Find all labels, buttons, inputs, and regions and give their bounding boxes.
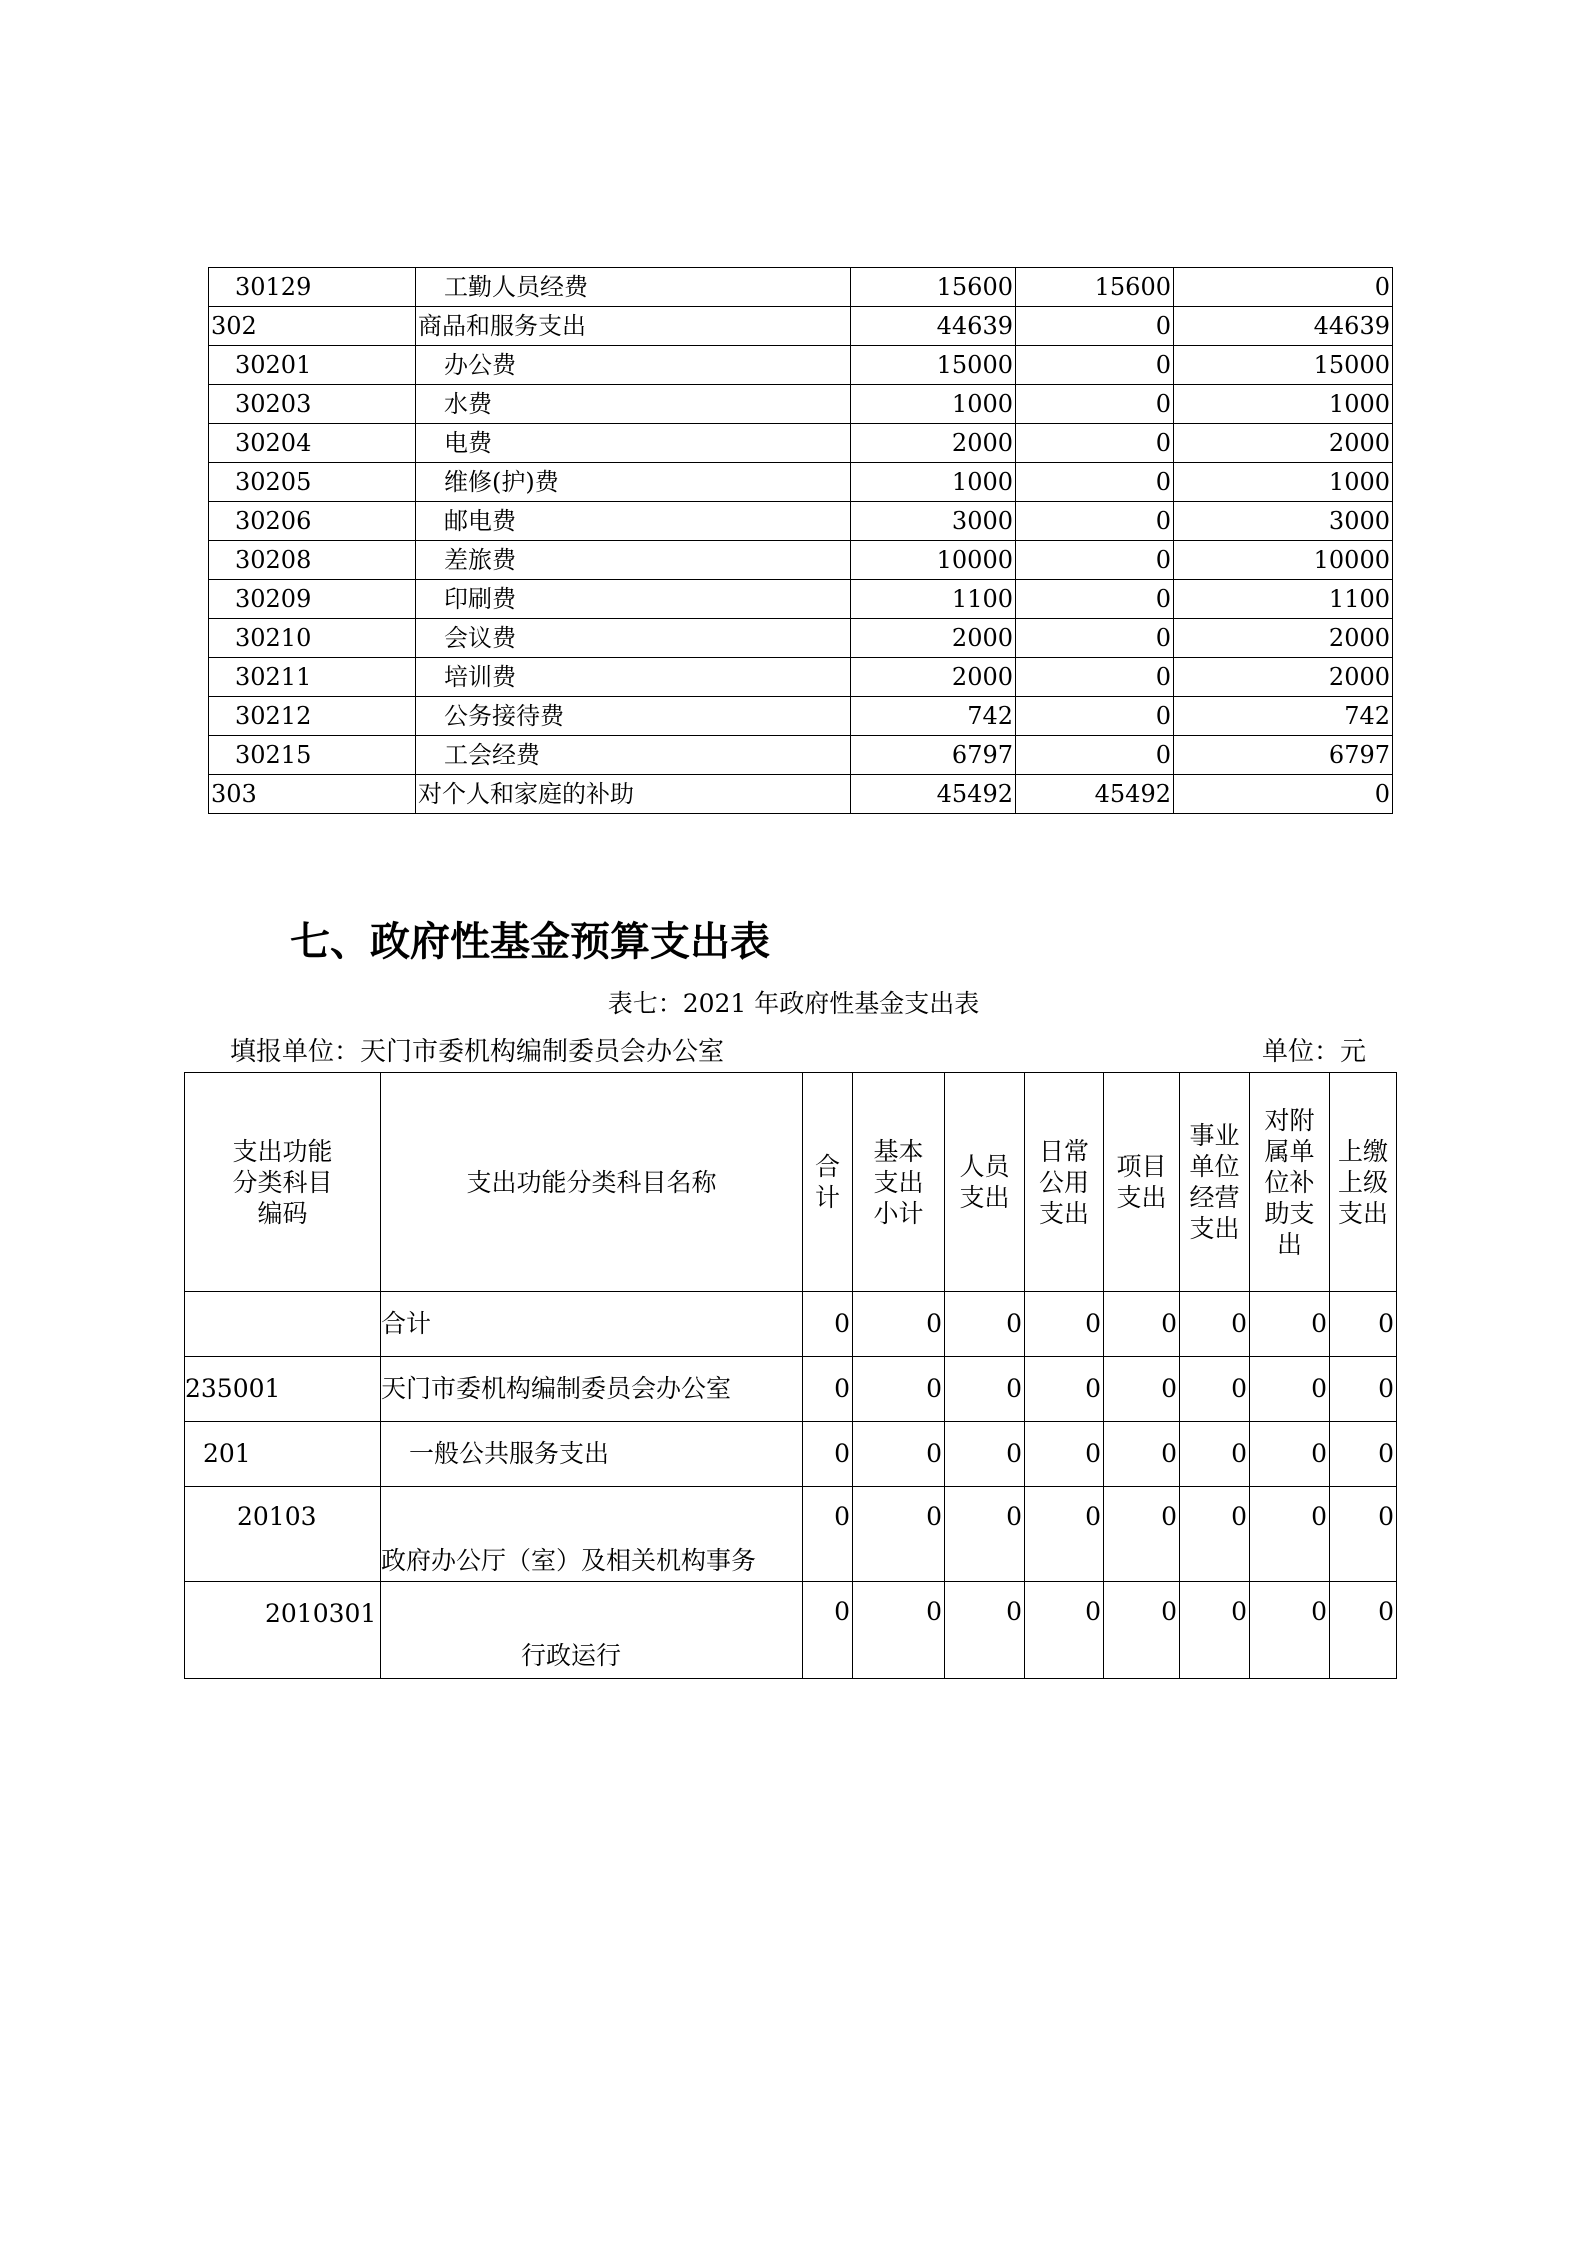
row-basic: 0 <box>1016 541 1174 580</box>
row-value: 0 <box>945 1357 1025 1422</box>
row-code: 30210 <box>209 619 416 658</box>
row-total: 3000 <box>851 502 1016 541</box>
row-basic: 0 <box>1016 385 1174 424</box>
row-value: 0 <box>1104 1582 1180 1679</box>
table-row <box>185 1487 1397 1582</box>
row-value: 0 <box>1025 1357 1104 1422</box>
row-project: 15000 <box>1174 346 1393 385</box>
row-basic: 0 <box>1016 697 1174 736</box>
row-code: 30129 <box>209 268 416 307</box>
row-name: 水费 <box>416 385 851 424</box>
row-value: 0 <box>1104 1487 1180 1582</box>
row-name: 邮电费 <box>416 502 851 541</box>
row-total: 1000 <box>851 463 1016 502</box>
row-value: 0 <box>803 1357 853 1422</box>
row-value: 0 <box>1330 1422 1397 1487</box>
row-name: 差旅费 <box>416 541 851 580</box>
row-code: 302 <box>209 307 416 346</box>
header-project: 项目支出 <box>1104 1073 1180 1292</box>
table-row <box>209 736 1393 775</box>
row-value: 0 <box>1250 1357 1330 1422</box>
table-row <box>209 619 1393 658</box>
row-name: 政府办公厅（室）及相关机构事务 <box>381 1487 803 1582</box>
row-total: 45492 <box>851 775 1016 814</box>
row-code: 30205 <box>209 463 416 502</box>
header-personnel: 人员支出 <box>945 1073 1025 1292</box>
row-value: 0 <box>1025 1292 1104 1357</box>
row-project: 44639 <box>1174 307 1393 346</box>
row-code: 30206 <box>209 502 416 541</box>
row-name: 一般公共服务支出 <box>381 1422 803 1487</box>
row-code: 30212 <box>209 697 416 736</box>
row-value: 0 <box>1180 1422 1250 1487</box>
row-value: 0 <box>1025 1582 1104 1679</box>
row-code: 201 <box>185 1422 381 1487</box>
row-value: 0 <box>1330 1487 1397 1582</box>
header-name: 支出功能分类科目名称 <box>381 1073 803 1292</box>
table-caption: 表七：2021 年政府性基金支出表 <box>607 989 980 1018</box>
header-daily-public: 日常公用支出 <box>1025 1073 1104 1292</box>
row-project: 2000 <box>1174 424 1393 463</box>
table-row <box>185 1292 1397 1357</box>
row-value: 0 <box>1250 1292 1330 1357</box>
row-basic: 0 <box>1016 346 1174 385</box>
header-basic-subtotal: 基本支出小计 <box>853 1073 945 1292</box>
row-value: 0 <box>1104 1357 1180 1422</box>
row-value: 0 <box>945 1487 1025 1582</box>
row-name: 对个人和家庭的补助 <box>416 775 851 814</box>
row-total: 6797 <box>851 736 1016 775</box>
row-basic: 0 <box>1016 502 1174 541</box>
row-code: 235001 <box>185 1357 381 1422</box>
row-value: 0 <box>853 1292 945 1357</box>
row-code: 30203 <box>209 385 416 424</box>
row-value: 0 <box>1330 1582 1397 1679</box>
fill-unit-label: 填报单位：天门市委机构编制委员会办公室 <box>230 1037 725 1067</box>
row-value: 0 <box>803 1292 853 1357</box>
row-code: 30209 <box>209 580 416 619</box>
currency-unit-label: 单位：元 <box>1262 1037 1367 1067</box>
row-basic: 45492 <box>1016 775 1174 814</box>
row-value: 0 <box>945 1292 1025 1357</box>
row-project: 2000 <box>1174 658 1393 697</box>
table-row <box>209 268 1393 307</box>
row-total: 1000 <box>851 385 1016 424</box>
row-value: 0 <box>1104 1292 1180 1357</box>
row-value: 0 <box>945 1422 1025 1487</box>
table-row <box>185 1422 1397 1487</box>
row-code: 30208 <box>209 541 416 580</box>
table-row <box>209 307 1393 346</box>
table-row <box>209 658 1393 697</box>
row-value: 0 <box>945 1582 1025 1679</box>
row-name: 工会经费 <box>416 736 851 775</box>
row-project: 0 <box>1174 775 1393 814</box>
row-value: 0 <box>853 1582 945 1679</box>
row-value: 0 <box>853 1487 945 1582</box>
row-name: 培训费 <box>416 658 851 697</box>
header-business-operation: 事业单位经营支出 <box>1180 1073 1250 1292</box>
row-name: 会议费 <box>416 619 851 658</box>
row-name: 商品和服务支出 <box>416 307 851 346</box>
row-project: 3000 <box>1174 502 1393 541</box>
table-row <box>209 502 1393 541</box>
row-total: 44639 <box>851 307 1016 346</box>
row-basic: 0 <box>1016 463 1174 502</box>
row-project: 10000 <box>1174 541 1393 580</box>
row-total: 15000 <box>851 346 1016 385</box>
government-fund-expenditure-table <box>184 1072 1397 1679</box>
table-row <box>209 385 1393 424</box>
row-value: 0 <box>1180 1292 1250 1357</box>
row-value: 0 <box>1250 1422 1330 1487</box>
row-value: 0 <box>853 1357 945 1422</box>
row-value: 0 <box>1330 1292 1397 1357</box>
row-value: 0 <box>803 1582 853 1679</box>
row-name: 工勤人员经费 <box>416 268 851 307</box>
row-code: 303 <box>209 775 416 814</box>
row-basic: 0 <box>1016 580 1174 619</box>
row-basic: 0 <box>1016 424 1174 463</box>
row-code: 30204 <box>209 424 416 463</box>
row-basic: 0 <box>1016 658 1174 697</box>
row-value: 0 <box>803 1487 853 1582</box>
row-code <box>185 1292 381 1357</box>
header-total: 合计 <box>803 1073 853 1292</box>
header-subsidiary-subsidy: 对附属单位补助支出 <box>1250 1073 1330 1292</box>
table-row <box>209 346 1393 385</box>
row-code: 30201 <box>209 346 416 385</box>
table-row <box>209 775 1393 814</box>
table-row <box>209 697 1393 736</box>
row-value: 0 <box>1180 1487 1250 1582</box>
row-name: 天门市委机构编制委员会办公室 <box>381 1357 803 1422</box>
row-code: 2010301 <box>185 1582 381 1679</box>
row-project: 1100 <box>1174 580 1393 619</box>
row-total: 15600 <box>851 268 1016 307</box>
row-project: 2000 <box>1174 619 1393 658</box>
row-basic: 0 <box>1016 619 1174 658</box>
row-project: 6797 <box>1174 736 1393 775</box>
row-basic: 15600 <box>1016 268 1174 307</box>
table-row <box>209 424 1393 463</box>
row-code: 20103 <box>185 1487 381 1582</box>
row-project: 1000 <box>1174 463 1393 502</box>
row-value: 0 <box>1180 1357 1250 1422</box>
row-name: 印刷费 <box>416 580 851 619</box>
row-basic: 0 <box>1016 736 1174 775</box>
row-code: 30211 <box>209 658 416 697</box>
row-project: 742 <box>1174 697 1393 736</box>
row-value: 0 <box>1250 1487 1330 1582</box>
row-name: 合计 <box>381 1292 803 1357</box>
row-name: 公务接待费 <box>416 697 851 736</box>
table-row <box>185 1582 1397 1679</box>
basic-expenditure-table-continued <box>208 267 1393 814</box>
row-code: 30215 <box>209 736 416 775</box>
row-value: 0 <box>803 1422 853 1487</box>
table-row <box>209 463 1393 502</box>
header-code: 支出功能分类科目编码 <box>185 1073 381 1292</box>
row-total: 742 <box>851 697 1016 736</box>
row-total: 1100 <box>851 580 1016 619</box>
row-value: 0 <box>1250 1582 1330 1679</box>
row-total: 2000 <box>851 424 1016 463</box>
row-value: 0 <box>1180 1582 1250 1679</box>
row-project: 0 <box>1174 268 1393 307</box>
row-value: 0 <box>1330 1357 1397 1422</box>
table-row <box>185 1357 1397 1422</box>
row-total: 2000 <box>851 619 1016 658</box>
row-basic: 0 <box>1016 307 1174 346</box>
row-project: 1000 <box>1174 385 1393 424</box>
row-name: 行政运行 <box>381 1582 803 1679</box>
table-row <box>209 580 1393 619</box>
row-total: 2000 <box>851 658 1016 697</box>
row-name: 电费 <box>416 424 851 463</box>
row-value: 0 <box>853 1422 945 1487</box>
row-name: 办公费 <box>416 346 851 385</box>
header-remit-superior: 上缴上级支出 <box>1330 1073 1397 1292</box>
row-value: 0 <box>1025 1422 1104 1487</box>
section-title: 七、政府性基金预算支出表 <box>290 919 770 965</box>
row-value: 0 <box>1104 1422 1180 1487</box>
table-row <box>209 541 1393 580</box>
row-name: 维修(护)费 <box>416 463 851 502</box>
row-value: 0 <box>1025 1487 1104 1582</box>
table-header-row <box>185 1073 1397 1292</box>
row-total: 10000 <box>851 541 1016 580</box>
